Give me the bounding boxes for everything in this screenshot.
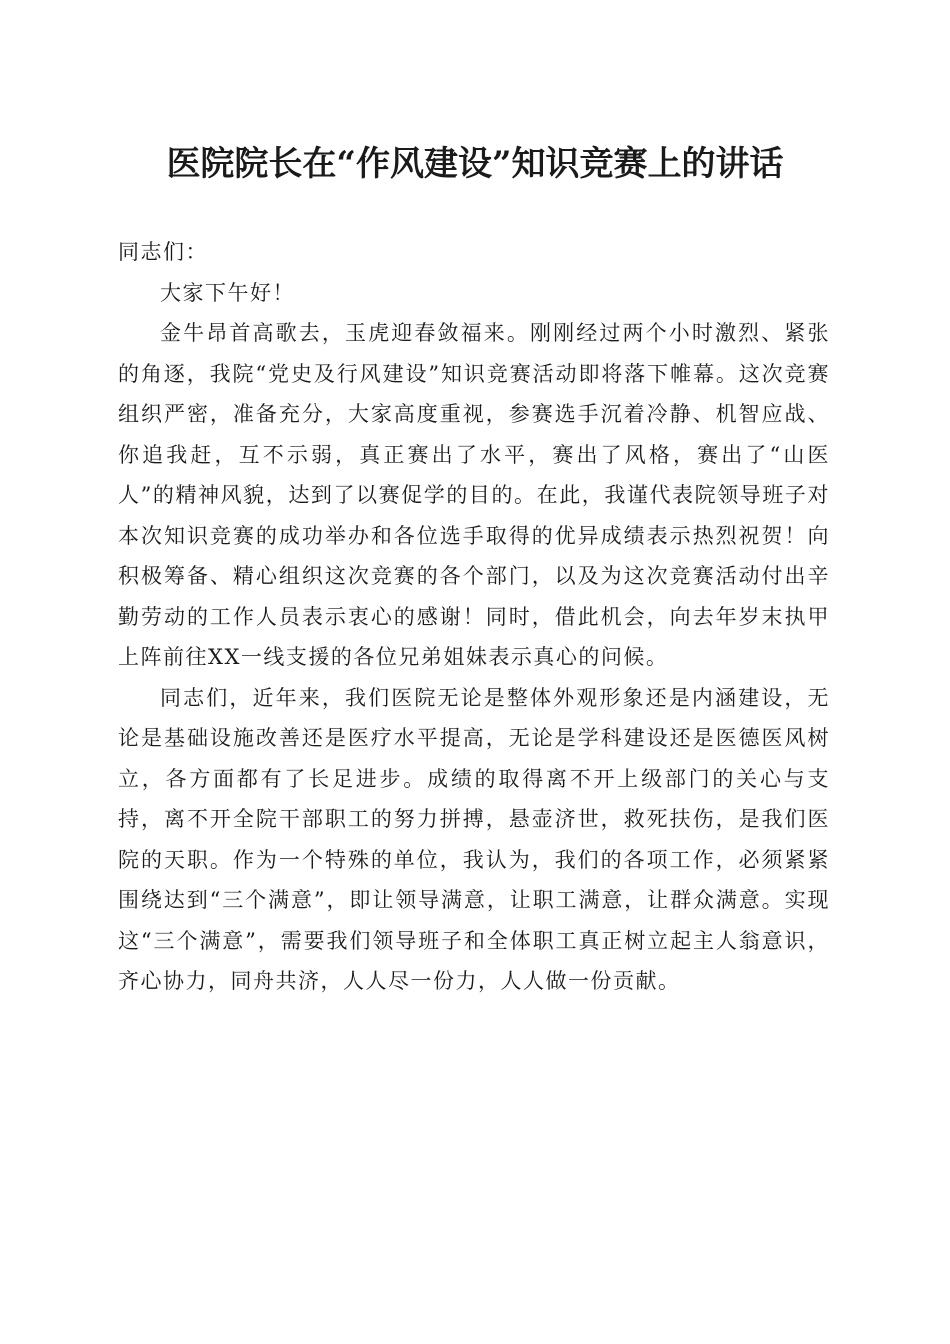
paragraph-competition: 金牛昂首高歌去，玉虎迎春敛福来。刚刚经过两个小时激烈、紧张的角逐，我院“党史及行风建设”知识竞赛活动即将落下帷幕。这次竞赛组织严密，准备充分，大家高度重视，参赛选手沉着冷静、机智应战、你追我赶，互不示弱，真正赛出了水平，赛出了风格，赛出了“山医人”的精神风貌，达到了以赛促学的目的。在此，我谨代表院领导班子对本次知识竞赛的成功举办和各位选手取得的优异成绩表示热烈祝贺！向积极筹备、精心组织这次竞赛的各个部门，以及为这次竞赛活动付出辛勤劳动的工作人员表示衷心的感谢！同时，借此机会，向去年岁末执甲上阵前往XX一线支援的各位兄弟姐妹表示真心的问候。 xyxy=(118,321,830,669)
paragraph-greeting: 大家下午好！ xyxy=(160,280,295,305)
document-title: 医院院长在“作风建设”知识竞赛上的讲话 xyxy=(166,144,784,184)
document-body xyxy=(118,232,830,1002)
salutation: 同志们： xyxy=(118,240,208,264)
paragraph-achievements: 同志们，近年来，我们医院无论是整体外观形象还是内涵建设，无论是基础设施改善还是医疗水平提高，无论是学科建设还是医德医风树立，各方面都有了长足进步。成绩的取得离不开上级部门的关心与支持，离不开全院干部职工的努力拼搏，悬壶济世，救死扶伤，是我们医院的天职。作为一个特殊的单位，我认为，我们的各项工作，必须紧紧围绕达到“三个满意”，即让领导满意，让职工满意，让群众满意。实现这“三个满意”，需要我们领导班子和全体职工真正树立起主人翁意识，齐心协力，同舟共济，人人尽一份力，人人做一份贡献。 xyxy=(118,685,830,993)
